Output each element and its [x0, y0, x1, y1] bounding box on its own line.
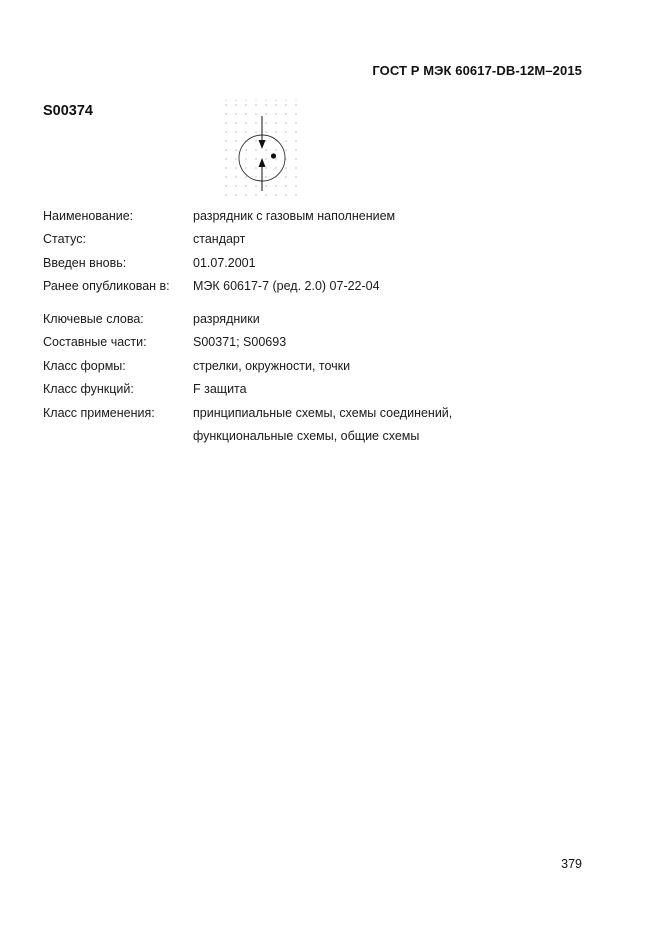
field-value: функциональные схемы, общие схемы	[193, 429, 420, 444]
field-value: стрелки, окружности, точки	[193, 358, 351, 373]
document-standard-header: ГОСТ Р МЭК 60617-DB-12M–2015	[372, 63, 582, 78]
field-label: Класс формы:	[43, 358, 126, 373]
field-row	[43, 275, 452, 299]
field-label: Составные части:	[43, 335, 147, 350]
field-label: Ключевые слова:	[43, 311, 144, 326]
field-value: МЭК 60617-7 (ред. 2.0) 07-22-04	[193, 279, 380, 294]
down-arrow-head	[259, 140, 266, 149]
field-value: стандарт	[193, 232, 246, 247]
field-row	[43, 307, 452, 331]
field-row	[43, 251, 452, 275]
group-spacer	[43, 298, 452, 307]
field-value: разрядник с газовым наполнением	[193, 208, 396, 223]
field-label: Класс применения:	[43, 405, 155, 420]
field-row	[43, 331, 452, 355]
field-label: Класс функций:	[43, 382, 134, 397]
gas-dot	[271, 153, 276, 158]
field-row	[43, 378, 452, 402]
up-arrow-head	[259, 158, 266, 167]
gas-filled-surge-arrester-symbol-icon	[218, 100, 308, 202]
field-row-continuation	[43, 425, 452, 449]
field-label: Ранее опубликован в:	[43, 279, 170, 294]
field-label: Введен вновь:	[43, 255, 127, 270]
field-value: разрядники	[193, 311, 260, 326]
symbol-attributes	[43, 204, 452, 448]
field-row	[43, 204, 452, 228]
field-value: F защита	[193, 382, 247, 397]
field-row	[43, 354, 452, 378]
field-value: 01.07.2001	[193, 255, 256, 270]
field-value: S00371; S00693	[193, 335, 287, 350]
symbol-code: S00374	[43, 103, 93, 119]
field-label: Статус:	[43, 232, 86, 247]
page-number: 379	[561, 857, 582, 871]
field-row	[43, 228, 452, 252]
field-row	[43, 401, 452, 425]
field-value: принципиальные схемы, схемы соединений,	[193, 405, 453, 420]
field-label: Наименование:	[43, 208, 134, 223]
